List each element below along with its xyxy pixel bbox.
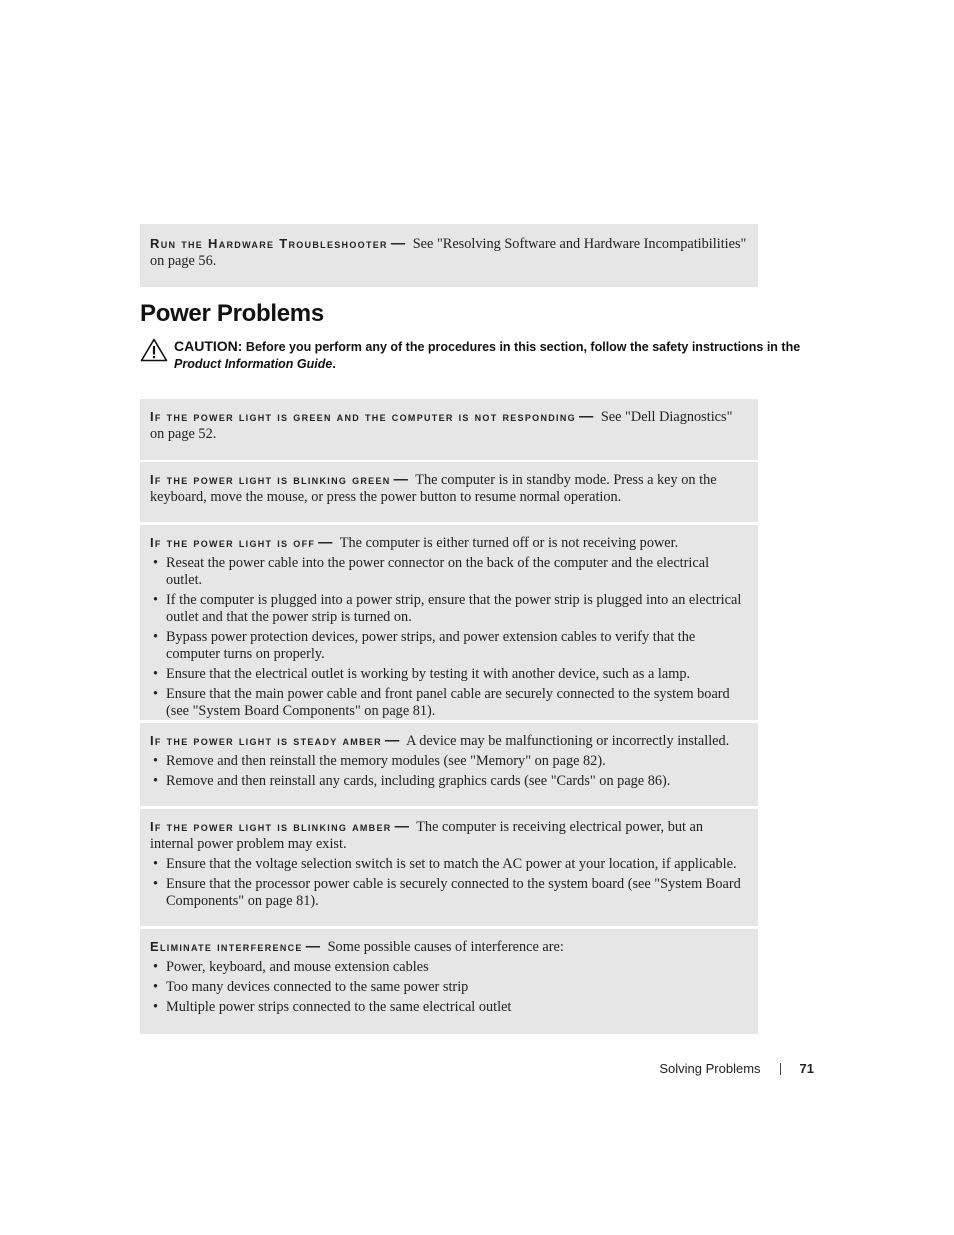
page-number: 71 [799, 1061, 814, 1076]
list-item: • Power, keyboard, and mouse extension cables [150, 959, 748, 976]
em-dash: — [390, 236, 406, 252]
caution-end: . [332, 357, 336, 371]
troubleshooter-text: See "Resolving Software and Hardware Incompatibilities" on page 56. [150, 236, 747, 269]
list-item: • Bypass power protection devices, power strips, and power extension cables to verify that the computer turns on properly. [150, 629, 748, 663]
list-item: • Remove and then reinstall any cards, including graphics cards (see "Cards" on page 86). [150, 773, 748, 790]
troubleshooter-box [140, 224, 758, 287]
list-item: • Multiple power strips connected to the same electrical outlet [150, 999, 748, 1016]
problem-paragraph [150, 732, 748, 750]
problem-paragraph [150, 408, 748, 443]
problem-text: Some possible causes of interference are: [327, 939, 564, 955]
list-item: • Ensure that the voltage selection switch is set to match the AC power at your location, if applicable. [150, 856, 748, 873]
problem-lead: If the power light is steady amber [150, 733, 382, 748]
problem-box-light-off [140, 525, 758, 720]
bullet-list [150, 555, 748, 720]
problem-text: The computer is receiving electrical power, but an internal power problem may exist. [150, 819, 704, 852]
footer-divider [780, 1063, 781, 1075]
footer-section-name: Solving Problems [659, 1061, 761, 1076]
list-item: • Reseat the power cable into the power connector on the back of the computer and the electrical outlet. [150, 555, 748, 589]
caution-label: CAUTION: [174, 338, 243, 354]
problem-box-steady-amber [140, 723, 758, 806]
list-item: • Too many devices connected to the same power strip [150, 979, 748, 996]
list-item: • Remove and then reinstall the memory modules (see "Memory" on page 82). [150, 753, 748, 770]
section-title: Power Problems [140, 300, 324, 327]
problem-paragraph [150, 938, 748, 956]
problem-text: The computer is either turned off or is not receiving power. [339, 535, 679, 551]
em-dash: — [305, 939, 321, 955]
caution-text [174, 338, 820, 373]
warning-triangle-icon [140, 338, 168, 362]
list-item: • Ensure that the processor power cable is securely connected to the system board (see "System Board Components" on page 81). [150, 876, 748, 910]
caution-guide-title: Product Information Guide [174, 357, 333, 371]
problem-lead: If the power light is green and the computer is not responding [150, 409, 576, 424]
bullet-list [150, 753, 748, 790]
em-dash: — [393, 472, 408, 488]
list-item: • If the computer is plugged into a power strip, ensure that the power strip is plugged into an electrical outlet and that the power strip is turned on. [150, 592, 748, 626]
problem-text: See "Dell Diagnostics" on page 52. [150, 409, 733, 442]
problem-paragraph [150, 818, 748, 853]
em-dash: — [578, 409, 594, 425]
em-dash: — [318, 535, 333, 551]
problem-lead: If the power light is off [150, 535, 316, 550]
problem-lead: If the power light is blinking amber [150, 819, 392, 834]
problem-box-blinking-amber [140, 809, 758, 926]
bullet-list [150, 856, 748, 910]
page-footer [659, 1061, 814, 1076]
problem-text: A device may be malfunctioning or incorrectly installed. [406, 733, 730, 749]
em-dash: — [384, 733, 400, 749]
problem-box-interference [140, 929, 758, 1034]
list-item: • Ensure that the main power cable and front panel cable are securely connected to the system board (see "System Board Components" on page 81). [150, 686, 748, 720]
troubleshooter-paragraph [150, 235, 748, 270]
problem-paragraph [150, 534, 748, 552]
problem-box-blinking-green [140, 462, 758, 522]
problem-box-green-not-responding [140, 399, 758, 460]
em-dash: — [394, 819, 409, 835]
problem-lead: If the power light is blinking green [150, 472, 391, 487]
problem-text: The computer is in standby mode. Press a key on the keyboard, move the mouse, or press the power button to resume normal operation. [150, 472, 717, 505]
problem-paragraph [150, 471, 748, 506]
troubleshooter-lead: Run the Hardware Troubleshooter [150, 236, 388, 251]
caution-notice [140, 338, 820, 373]
problem-lead: Eliminate interference [150, 939, 303, 954]
bullet-list [150, 959, 748, 1016]
list-item: • Ensure that the electrical outlet is working by testing it with another device, such as a lamp. [150, 666, 748, 683]
caution-body: Before you perform any of the procedures in this section, follow the safety instructions in the [245, 340, 801, 354]
